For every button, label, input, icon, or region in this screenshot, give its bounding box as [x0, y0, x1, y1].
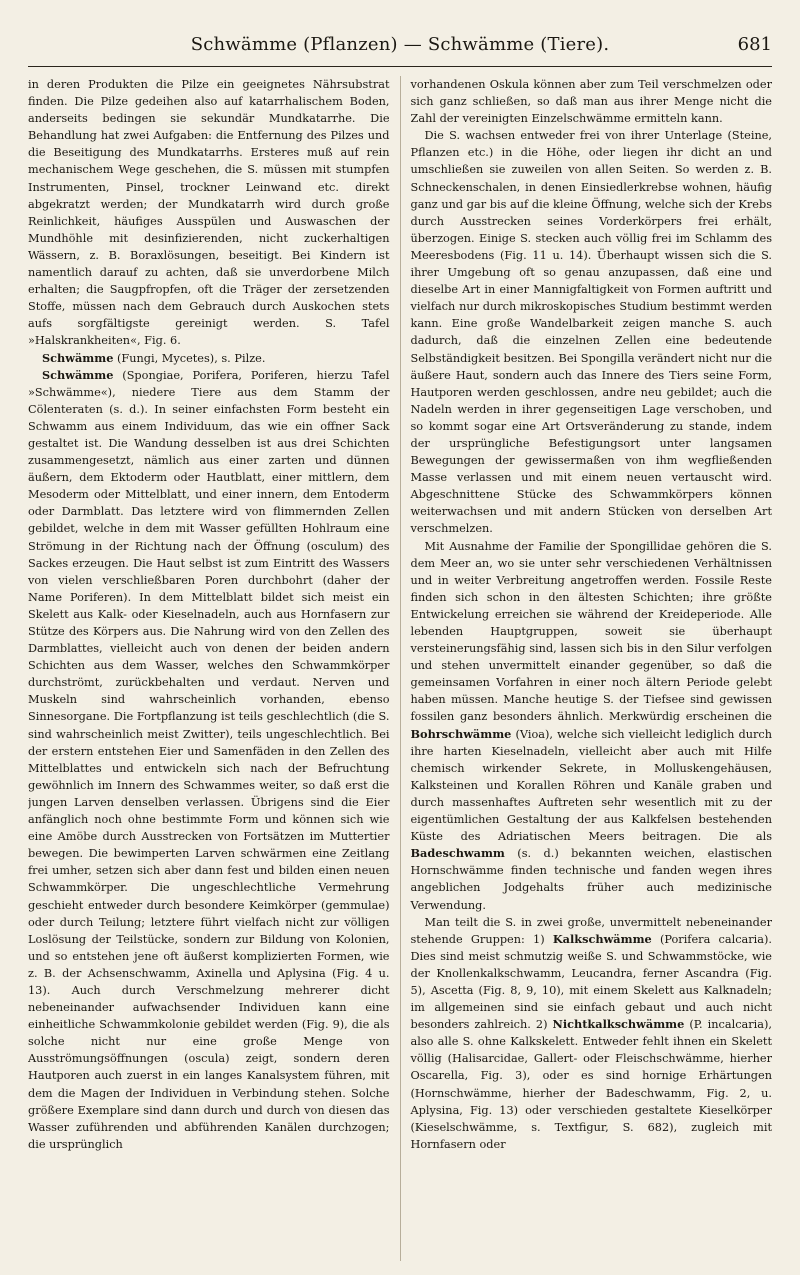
- paragraph: in deren Produkten die Pilze ein geeignetes Nährsubstrat finden. Die Pilze gedeihen also auf katarrhalischem Boden, anderseits bedingen sie sekundär Mundkatarrhe. Die Behandlung hat zwei Aufgaben: die Entfernung des Pilzes und die Beseitigung des Mundkatarrhs. Ersteres muß auf rein mechanischem Wege geschehen, die S. müssen mit stumpfen Instrumenten, Pinsel, trockner Leinwand etc. direkt abgekratzt werden; der Mundkatarrh wird durch große Reinlichkeit, häufiges Ausspülen und Auswaschen der Mundhöhle mit desinfizierenden, nicht zuckerhaltigen Wässern, z. B. Boraxlösungen, beseitigt. Bei Kindern ist namentlich darauf zu achten, daß sie unverdorbene Milch erhalten; die Saugpfropfen, oft die Träger der zersetzenden Stoffe, müssen nach dem Gebrauch durch Auskochen stets aufs sorgfältigste gereinigt werden. S. Tafel »Halskrankheiten«, Fig. 6.: [28, 78, 390, 348]
- term-nichtkalkschwaemme: Nichtkalkschwämme: [552, 1017, 685, 1032]
- entry-text: (Spongiae, Porifera, Poriferen, hierzu Tafel »Schwämme«), niedere Tiere aus dem Stamm der Cölenteraten (s. d.). In seiner einfachsten Form besteht ein Schwamm aus einem Individuum, das wie ein offner Sack gestaltet ist. Die Wandung desselben ist aus drei Schichten zusammengesetzt, nämlich aus einer zarten und dünnen äußern, dem Ektoderm oder Hautblatt, einer mittlern, dem Mesoderm oder Mittelblatt, und einer innern, dem Entoderm oder Darmblatt. Das letztere wird von flimmernden Zellen gebildet, welche in dem mit Wasser gefüllten Hohlraum eine Strömung in der Richtung nach der Öffnung (osculum) des Sackes erzeugen. Die Haut selbst ist zum Eintritt des Wassers von vielen verschließbaren Poren durchbohrt (daher der Name Poriferen). In dem Mittelblatt bildet sich meist ein Skelett aus Kalk- oder Kieselnadeln, auch aus Hornfasern zur Stütze des Körpers aus. Die Nahrung wird von den Zellen des Darmblattes, vielleicht auch von denen der beiden andern Schichten aus dem Wasser, welches den Schwammkörper durchströmt, zurückbehalten und verdaut. Nerven und Muskeln sind wahrscheinlich vorhanden, ebenso Sinnesorgane. Die Fortpflanzung ist teils geschlechtlich (die S. sind wahrscheinlich meist Zwitter), teils ungeschlechtlich. Bei der erstern entstehen Eier und Samenfäden in den Zellen des Mittelblattes und entwickeln sich nach der Befruchtung gewöhnlich im Innern des Schwammes weiter, so daß erst die jungen Larven denselben verlassen. Übrigens sind die Eier anfänglich noch ohne bestimmte Form und können sich wie eine Amöbe durch Ausstrecken von Fortsätzen im Muttertier bewegen. Die bewimperten Larven schwärmen eine Zeitlang frei umher, setzen sich aber dann fest und bilden einen neuen Schwammkörper. Die ungeschlechtliche Vermehrung geschieht entweder durch besondere Keimkörper (gemmulae) oder durch Teilung; letztere führt vielfach nicht zur völligen Loslösung der Teilstücke, sondern zur Bildung von Kolonien, und so entstehen jene oft äußerst komplizierten Formen, wie z. B. der Achsenschwamm, Axinella und Aplysina (Fig. 4 u. 13). Auch durch Verschmelzung mehrerer dicht nebeneinander aufwachsender Individuen kann eine einheitliche Schwammkolonie gebildet werden (Fig. 9), die als solche nicht nur eine große Menge von Ausströmungsöffnungen (oscula) zeigt, sondern deren Hautporen auch zuerst in ein langes Kanalsystem führen, mit dem die Magen der Individuen in Verbindung stehen. Solche größere Exemplare sind dann durch und durch von diesen das Wasser zuführenden und abführenden Kanälen durchzogen; die ursprünglich: [28, 368, 390, 1151]
- paragraph: Mit Ausnahme der Familie der Spongillidae gehören die S. dem Meer an, wo sie unter sehr verschiedenen Verhältnissen und in weiter Verbreitung angetroffen werden. Fossile Reste finden sich schon in den ältesten Schichten; ihre größte Entwickelung erreichen sie während der Kreideperiode. Alle lebenden Hauptgruppen, soweit sie überhaupt versteinerungsfähig sind, lassen sich bis in den Silur verfolgen und stehen unvermittelt einander gegenüber, so daß die gemeinsamen Vorfahren in einer noch ältern Periode gelebt haben müssen. Manche heutige S. der Tiefsee sind gewissen fossilen ganz besonders ähnlich. Merkwürdig erscheinen die Bohrschwämme (Vioa), welche sich vielleicht lediglich durch ihre harten Kieselnadeln, vielleicht aber auch mit Hilfe chemisch wirkender Sekrete, in Molluskengehäusen, Kalksteinen und Korallen Röhren und Kanäle graben und durch massenhaftes Auftreten sehr wesentlich mit zu der eigentümlichen Gestaltung der aus Kalkfelsen bestehenden Küste des Adriatischen Meers beitragen. Die als Badeschwamm (s. d.) bekannten weichen, elastischen Hornschwämme finden technische und fanden wegen ihres angeblichen Jodgehalts früher auch medizinische Verwendung.: [410, 539, 772, 912]
- page-header: [28, 30, 772, 67]
- paragraph: Die S. wachsen entweder frei von ihrer Unterlage (Steine, Pflanzen etc.) in die Höhe, oder liegen ihr dicht an und umschließen sie zuweilen von allen Seiten. So werden z. B. Schneckenschalen, in denen Einsiedlerkrebse wohnen, häufig ganz und gar bis auf die kleine Öffnung, welche sich der Krebs durch Ausstrecken seines Vorderkörpers frei erhält, überzogen. Einige S. stecken auch völlig frei im Schlamm des Meeresbodens (Fig. 11 u. 14). Überhaupt wissen sich die S. ihrer Umgebung oft so genau anzupassen, daß eine und dieselbe Art in einer Mannigfaltigkeit von Formen auftritt und vielfach nur durch mikroskopisches Studium bestimmt werden kann. Eine große Wandelbarkeit zeigen manche S. auch dadurch, daß die einzelnen Zellen eine bedeutende Selbständigkeit besitzen. Bei Spongilla verändert nicht nur die äußere Haut, sondern auch das Innere des Tiers seine Form, Hautporen werden geschlossen, andre neu gebildet; auch die Nadeln werden in ihrer gegenseitigen Lage verschoben, und so kommt sogar eine Art Ortsveränderung zu stande, indem der ursprüngliche Befestigungsort unter langsamen Bewegungen der gewissermaßen von ihm wegfließenden Masse verlassen und mit einem neuen vertauscht wird. Abgeschnittene Stücke des Schwammkörpers können weiterwachsen und mit andern Stücken von derselben Art verschmelzen.: [410, 129, 772, 536]
- entry-headword: Schwämme: [42, 350, 114, 365]
- entry-text: (Fungi, Mycetes), s. Pilze.: [116, 351, 266, 365]
- entry-schwaemme-pflanzen: [28, 350, 390, 367]
- paragraph: vorhandenen Oskula können aber zum Teil verschmelzen oder sich ganz schließen, so daß man aus ihrer Menge nicht die Zahl der vereinigten Einzelschwämme ermitteln kann.: [410, 78, 772, 126]
- term-bohrschwaemme: Bohrschwämme: [410, 726, 512, 741]
- right-column: [400, 76, 773, 1261]
- page-number: 681: [737, 34, 772, 55]
- entry-schwaemme-tiere: [28, 367, 390, 1153]
- running-title: Schwämme (Pflanzen) — Schwämme (Tiere).: [190, 34, 610, 55]
- entry-headword: Schwämme: [42, 367, 114, 382]
- term-badeschwamm: Badeschwamm: [410, 846, 505, 861]
- paragraph: Man teilt die S. in zwei große, unvermittelt nebeneinander stehende Gruppen: 1) Kalkschwämme (Porifera calcaria). Dies sind meist schmutzig weiße S. und Schwammstöcke, wie der Knollenkalkschwamm, Leucandra, ferner Ascandra (Fig. 5), Ascetta (Fig. 8, 9, 10), mit einem Skelett aus Kalknadeln; im allgemeinen sind sie einfach gebaut und auch nicht besonders zahlreich. 2) Nichtkalkschwämme (P. incalcaria), also alle S. ohne Kalkskelett. Entweder fehlt ihnen ein Skelett völlig (Halisarcidae, Gallert- oder Fleischschwämme, hierher Oscarella, Fig. 3), oder es sind hornige Erhärtungen (Hornschwämme, hierher der Badeschwamm, Fig. 2, u. Aplysina, Fig. 13) oder verschieden gestaltete Kieselkörper (Kieselschwämme, s. Textfigur, S. 682), zugleich mit Hornfasern oder: [410, 915, 772, 1151]
- left-column: [28, 76, 390, 1261]
- term-kalkschwaemme: Kalkschwämme: [552, 931, 652, 946]
- text-columns: [28, 76, 772, 1261]
